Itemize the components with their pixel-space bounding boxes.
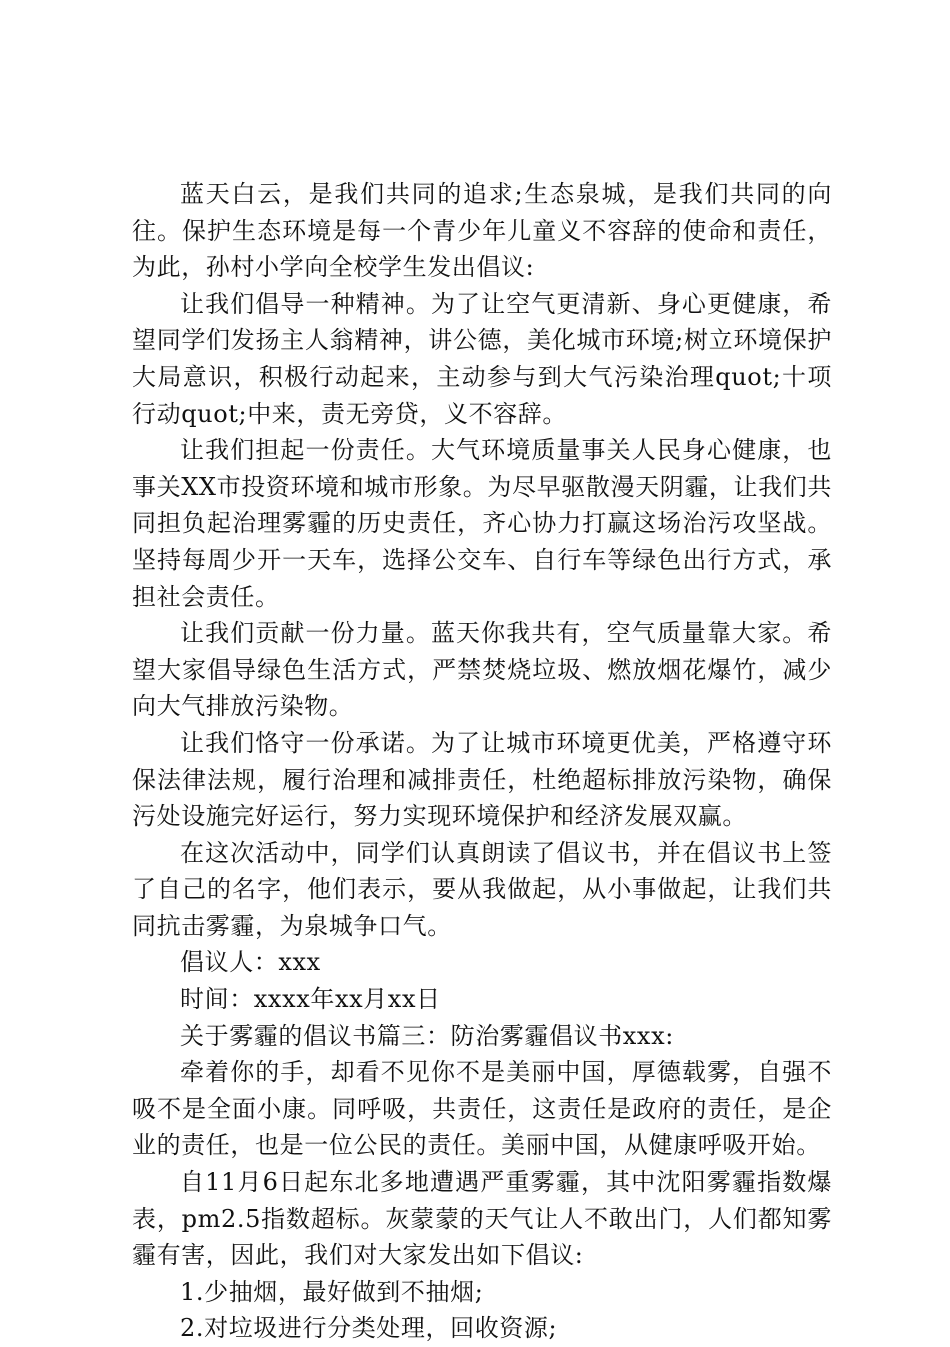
- signature-proposer: 倡议人：xxx: [180, 948, 321, 977]
- paragraph-promise: 让我们恪守一份承诺。为了让城市环境更优美，严格遵守环保法律法规，履行治理和减排责任，杜绝超标排放污染物，确保污处设施完好运行，努力实现环境保护和经济发展双赢。: [132, 728, 832, 831]
- paragraph-contribution: 让我们贡献一份力量。蓝天你我共有，空气质量靠大家。希望大家倡导绿色生活方式，严禁焚烧垃圾、燃放烟花爆竹，减少向大气排放污染物。: [132, 619, 832, 721]
- list-item: 2.对垃圾进行分类处理，回收资源;: [180, 1314, 558, 1343]
- section-heading: 关于雾霾的倡议书篇三：防治雾霾倡议书xxx:: [180, 1021, 674, 1050]
- paragraph-beautiful-china: 牵着你的手，却看不见你不是美丽中国，厚德载雾，自强不吸不是全面小康。同呼吸，共责任，这责任是政府的责任，是企业的责任，也是一位公民的责任。美丽中国，从健康呼吸开始。: [132, 1058, 832, 1160]
- signature-date: 时间：xxxx年xx月xx日: [180, 985, 441, 1014]
- list-item: 1.少抽烟，最好做到不抽烟;: [180, 1277, 484, 1306]
- paragraph-spirit: 让我们倡导一种精神。为了让空气更清新、身心更健康，希望同学们发扬主人翁精神，讲公德，美化城市环境;树立环境保护大局意识，积极行动起来，主动参与到大气污染治理quot;十项行动quot;中来，责无旁贷，义不容辞。: [132, 289, 832, 428]
- paragraph-activity: 在这次活动中，同学们认真朗读了倡议书，并在倡议书上签了自己的名字，他们表示，要从我做起，从小事做起，让我们共同抗击雾霾，为泉城争口气。: [132, 838, 832, 940]
- paragraph-intro: 蓝天白云，是我们共同的追求;生态泉城，是我们共同的向往。保护生态环境是每一个青少年儿童义不容辞的使命和责任，为此，孙村小学向全校学生发出倡议:: [132, 180, 832, 282]
- paragraph-smog-event: 自11月6日起东北多地遭遇严重雾霾，其中沈阳雾霾指数爆表，pm2.5指数超标。灰蒙蒙的天气让人不敢出门，人们都知雾霾有害，因此，我们对大家发出如下倡议:: [132, 1168, 832, 1270]
- paragraph-responsibility: 让我们担起一份责任。大气环境质量事关人民身心健康，也事关XX市投资环境和城市形象。为尽早驱散漫天阴霾，让我们共同担负起治理雾霾的历史责任，齐心协力打赢这场治污攻坚战。坚持每周少开一天车，选择公交车、自行车等绿色出行方式，承担社会责任。: [132, 436, 832, 611]
- document-body: [132, 176, 832, 1347]
